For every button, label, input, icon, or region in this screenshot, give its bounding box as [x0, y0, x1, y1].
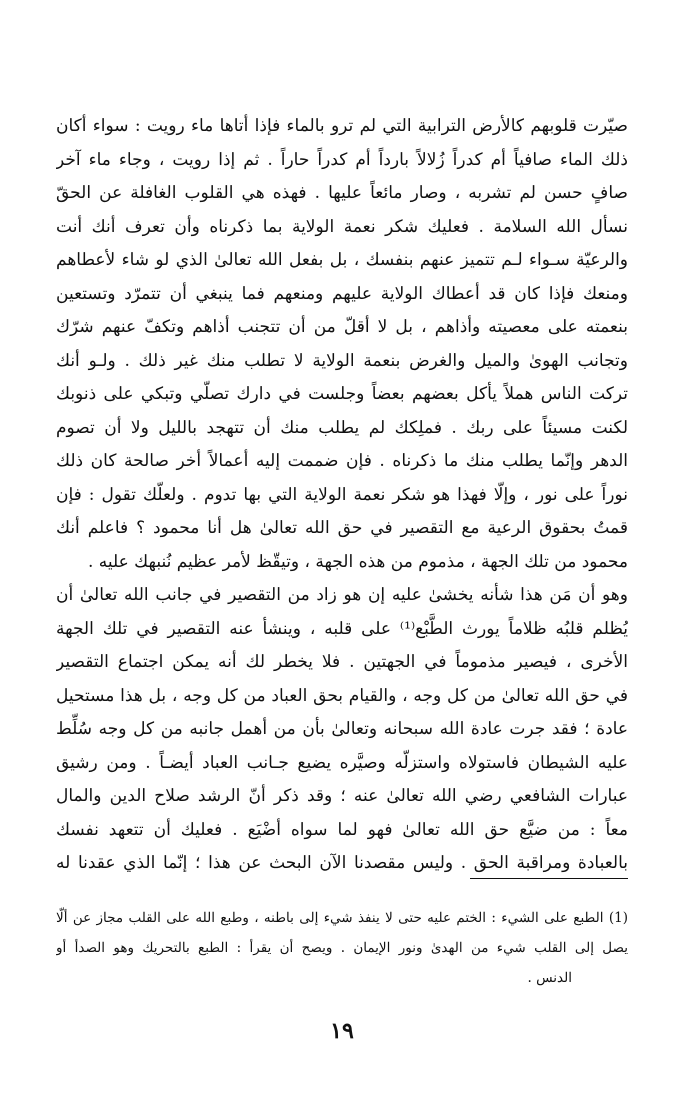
text-line: وهو أن مَن هذا شأنه يخشىٰ عليه إن هو زاد من التقصير في جانب الله تعالىٰ أن [56, 585, 628, 605]
footnote-separator [470, 878, 628, 879]
text-line: في حق الله تعالىٰ من كل وجه ، والقيام بحق العباد من كل وجه ، بل هذا مستحيل [56, 685, 628, 706]
text-line: الدهر وإنّما يطلب منك ما ذكرناه . فإن ضممت إليه أعمالاً أخر صالحة كان ذلك [56, 451, 628, 471]
text-line: صيّرت قلوبهم كالأرض الترابية التي لم ترو بالماء فإذا أتاها ماء رويت : سواء أكان [56, 116, 628, 136]
text-line: نسأل الله السلامة . فعليك شكر نعمة الولاية بما ذكرناه وأن تعرف أنك أنت [56, 216, 628, 237]
text-line: بنعمته على معصيته وأذاهم ، بل لا أقلّ من أن تتجنب أذاهم وتكفّ عنهم شرّك [56, 317, 628, 337]
text-line: عبارات الشافعي رضي الله تعالىٰ عنه ؛ وقد ذكر أنّ الرشد صلاح الدين والمال [56, 786, 628, 806]
text-line: وتجانب الهوىٰ والميل والغرض بنعمة الولاية لا تطلب منك غير ذلك . ولـو أنك [56, 350, 628, 371]
text-line: صافٍ حسن لم تشربه ، وصار مائعاً عليها . فهذه هي القلوب الغافلة عن الحقّ [56, 183, 628, 203]
main-text [56, 110, 628, 881]
footnote-line: (1) الطبع على الشيء : الختم عليه حتى لا ينفذ شيء إلى باطنه ، وطبع الله على القلب مجاز عن ألّا [56, 910, 628, 926]
footnote-line: يصل إلى القلب شيء من الهدىٰ ونور الإيمان . ويصح أن يقرأ : الطبع بالتحريك وهو الصدأ أو [56, 940, 628, 956]
footnotes [56, 903, 628, 993]
text-line: ومنعك فإذا كان قد أعطاك الولاية عليهم ومنعهم فما ينبغي أن تتمرّد وتستعين [56, 283, 628, 304]
footnote-line: الدنس . [527, 970, 572, 986]
text-line: لكنت مسيئاً على ربك . فملِكك لم يطلب منك أن تتهجد بالليل ولا أن تصوم [56, 417, 628, 438]
text-line: بالعبادة ومراقبة الحق . وليس مقصدنا الآن البحث عن هذا ؛ إنّما الذي عقدنا له [56, 853, 628, 873]
text-line: يُظلم قلبُه ظلاماً يورث الطَّبْع⁽¹⁾ على قلبه ، وينشأ عنه التقصير في تلك الجهة [56, 618, 628, 639]
text-line: والرعيّة سـواء لـم تتميز عنهم بنفسك ، بل بفعل الله تعالىٰ الذي لو شاء لأعطاهم [56, 250, 628, 270]
text-line: الأخرى ، فيصير مذموماً في الجهتين . فلا يخطر لك أنه يمكن اجتماع التقصير [56, 652, 628, 672]
text-line: ذلك الماء صافياً أم كدراً زُلالاً بارداً أم كدراً حاراً . ثم إذا رويت ، وجاء ماء آخر [56, 149, 628, 170]
text-line: تركت الناس هملاً يأكل بعضهم بعضاً وجلست في دارك تصلّي وتبكي على ذنوبك [56, 384, 628, 404]
text-line: معاً : من ضيَّع حق الله تعالىٰ فهو لما سواه أضْيَع . فعليك أن تتعهد نفسك [56, 819, 628, 840]
text-line: عادة ؛ فقد جرت عادة الله سبحانه وتعالىٰ بأن من أهمل جانبه من كل وجه سُلِّط [56, 719, 628, 739]
text-line: قمتُ بحقوق الرعية مع التقصير في حق الله تعالىٰ هل أنا محمود ؟ فاعلم أنك [56, 518, 628, 538]
page-number: ١٩ [330, 1018, 354, 1044]
text-line: محمود من تلك الجهة ، مذموم من هذه الجهة ، وتيقّظ لأمر عظيم نُنبهك عليه . [87, 551, 628, 572]
text-line: عليه الشيطان فاستولاه واستزلّه وصيَّره يضيع جـانب العباد أيضـاً . ومن رشيق [56, 752, 628, 773]
text-line: نوراً على نور ، وإلّا فهذا هو شكر نعمة الولاية التي بها تدوم . ولعلّك تقول : فإن [56, 484, 628, 505]
